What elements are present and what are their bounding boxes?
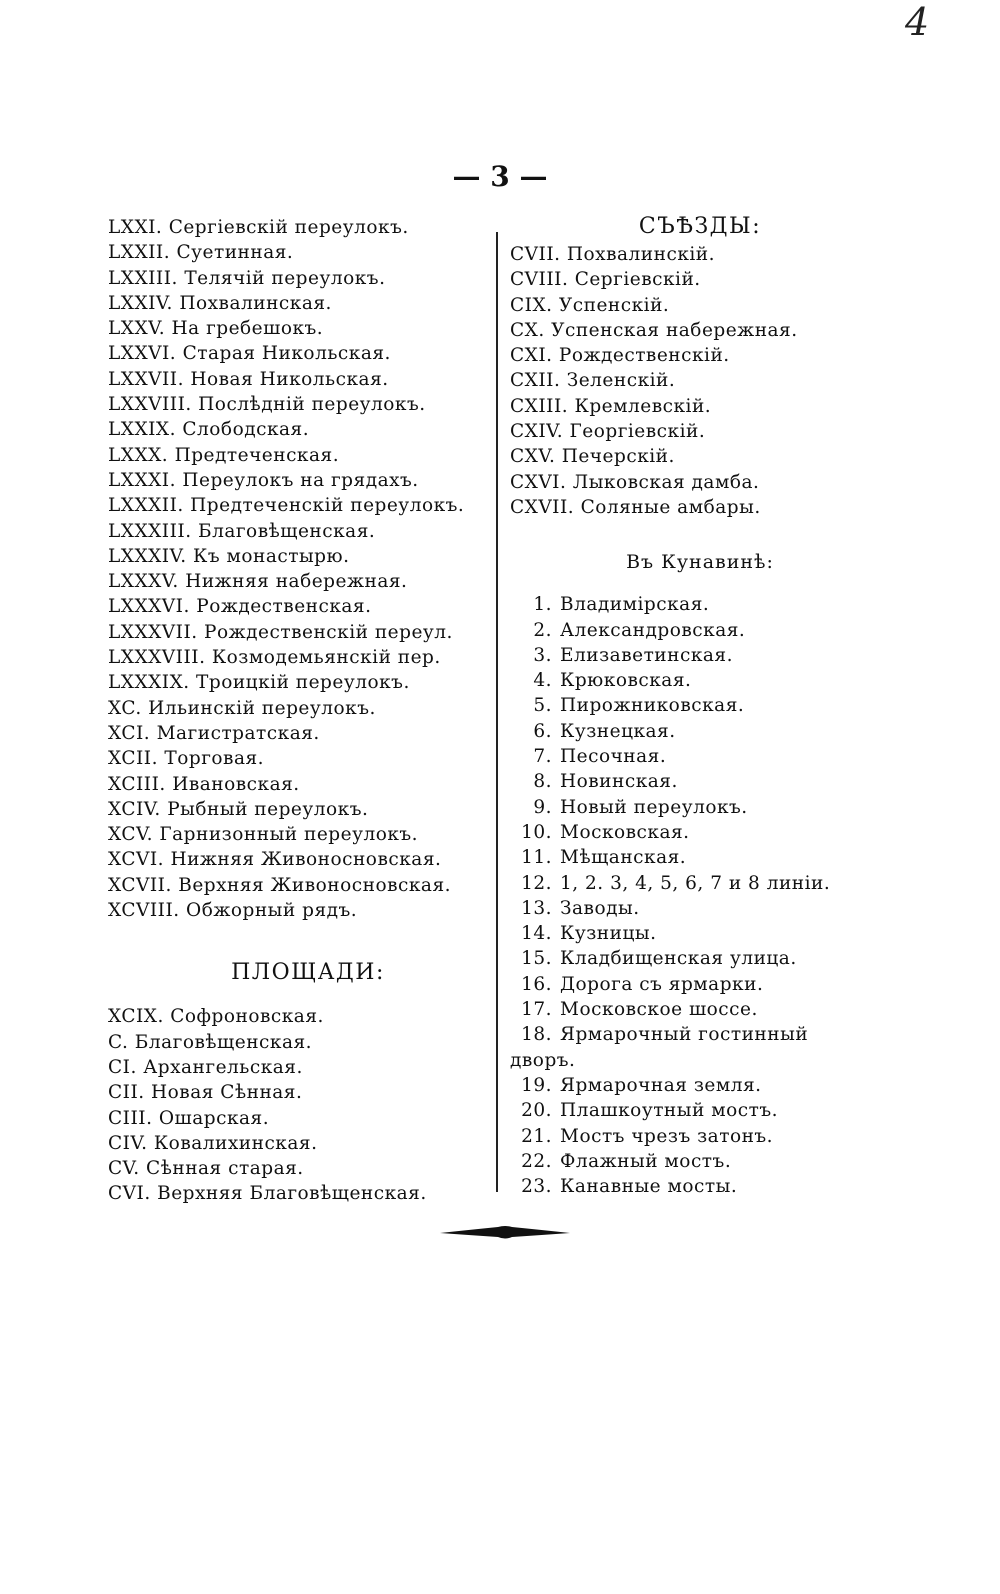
kunavino-entry-name: Ярмарочный гостинный [560,1024,809,1046]
kunavino-entry-number: 1. [533,594,552,616]
kunavino-entry-name: Московская. [560,821,690,843]
square-entry [108,1181,488,1206]
street-entry-number: LXXI. [108,217,163,238]
kunavino-entry [510,946,890,971]
descent-entry-number: CXII. [510,370,561,392]
street-entry-name: Обжорный рядъ. [179,900,358,922]
kunavino-heading: Въ Кунавинѣ: [626,551,774,574]
kunavino-entry-name: Дорога съ ярмарки. [560,973,764,995]
street-entry-name: Ильинскій переулокъ. [141,697,376,719]
kunavino-entry [510,693,890,718]
street-entry-name: Телячій переулокъ. [177,267,386,289]
kunavino-entry-name: Кузницы. [560,923,657,945]
kunavino-entry-number: 20. [521,1100,552,1122]
street-entry [108,696,488,721]
descent-entry [510,419,890,444]
kunavino-entry-name: Пирожниковская. [560,695,745,717]
street-entry [108,266,488,291]
street-entry-name: Магистратская. [150,722,320,744]
street-entry-name: Суетинная. [170,242,294,264]
descent-entry-number: CXIII. [510,395,569,417]
street-entry-name: Послѣдній переулокъ. [191,394,426,416]
street-entry-number: XCVI. [108,849,165,871]
descent-entry-name: Соляные амбары. [574,496,761,518]
street-entry-name: Рыбный переулокъ. [160,798,369,820]
descent-entry-name: Кремлевскій. [568,395,712,417]
square-entry-name: Верхняя Благовѣщенская. [150,1183,427,1205]
kunavino-entry [510,1174,890,1199]
square-entry-name: Софроновская. [163,1006,324,1028]
street-entry-number: XCI. [108,722,151,744]
kunavino-entry [510,820,890,845]
descent-entry [510,293,890,318]
descent-entry-number: CXIV. [510,421,564,443]
descent-entry-name: Зеленскій. [560,370,676,392]
descents-heading: СЪѢЗДЫ: [638,214,762,239]
street-entry-number: XCII. [108,748,158,770]
descent-entry-name: Печерскій. [555,446,675,468]
street-entry-name: Рождественскій переул. [197,621,453,643]
street-entry [108,797,488,822]
descent-entry [510,444,890,469]
kunavino-entry [510,668,890,693]
street-entry [108,898,488,923]
square-entry [108,1004,488,1029]
kunavino-entry [510,618,890,643]
squares-list [108,1004,488,1206]
street-entry-number: LXXXV. [108,571,179,593]
page-number: — 3 — [452,160,548,193]
square-entry [108,1156,488,1181]
descent-entry [510,343,890,368]
descent-entry-number: CXI. [510,345,553,367]
street-entry-number: LXXVII. [108,368,184,390]
square-entry-number: CV. [108,1158,140,1180]
street-entry [108,367,488,392]
street-entry-number: LXXXVI. [108,596,190,618]
street-entry-number: XCVII. [108,874,172,896]
kunavino-entry-name: Александровская. [560,619,746,641]
street-entry-number: LXXXI. [108,469,176,491]
kunavino-entry [510,1073,890,1098]
street-entry [108,443,488,468]
street-entry-name: Старая Никольская. [176,343,391,365]
street-entry [108,594,488,619]
kunavino-entry-name: Мостъ чрезъ затонъ. [560,1125,774,1147]
kunavino-list [510,592,890,1199]
kunavino-entry-continuation: дворъ. [510,1049,576,1071]
kunavino-entry-number: 19. [521,1074,552,1096]
street-entry-number: LXXXIII. [108,520,192,542]
square-entry [108,1131,488,1156]
street-entry [108,493,488,518]
end-ornament [438,1224,572,1242]
descent-entry-number: CVII. [510,244,561,265]
street-entry [108,519,488,544]
street-entry-name: Нижняя Живоносновская. [164,849,442,871]
street-entry [108,670,488,695]
kunavino-entry [510,921,890,946]
street-entry-number: LXXXIV. [108,545,187,567]
kunavino-entry-number: 8. [533,771,552,793]
street-entry-name: Верхняя Живоносновская. [171,874,451,896]
kunavino-entry-number: 14. [521,923,552,945]
square-entry [108,1106,488,1131]
descent-entry-number: CXVI. [510,471,567,493]
street-entry-number: LXXV. [108,318,166,340]
square-entry [108,1055,488,1080]
right-column [510,212,890,1199]
descent-entry [510,242,890,267]
square-entry-number: CII. [108,1082,145,1104]
street-entry [108,721,488,746]
kunavino-entry-name: Владимірская. [560,594,710,616]
kunavino-entry-name: Мѣщанская. [560,847,687,869]
street-entry [108,822,488,847]
kunavino-entry [510,744,890,769]
kunavino-entry [510,871,890,896]
street-entry-number: XCIII. [108,773,166,795]
street-entry-number: LXXVIII. [108,394,192,416]
kunavino-entry-name: 1, 2. 3, 4, 5, 6, 7 и 8 линіи. [560,872,831,894]
descent-entry [510,368,890,393]
street-entry-name: Переулокъ на грядахъ. [176,469,419,491]
kunavino-entry [510,1098,890,1123]
kunavino-entry [510,795,890,820]
column-divider [496,232,498,1192]
street-entry-name: Похвалинская. [172,292,332,314]
street-entry [108,873,488,898]
kunavino-entry [510,769,890,794]
street-entry-name: Слободская. [176,419,310,441]
street-entry-name: Благовѣщенская. [191,520,376,542]
descent-entry-number: CX. [510,319,545,341]
square-entry-number: CI. [108,1056,137,1078]
street-entry [108,417,488,442]
descent-entry-name: Сергіевскій. [568,269,701,291]
descent-entry [510,495,890,520]
descents-list [510,242,890,520]
kunavino-entry-name: Канавные мосты. [560,1176,738,1198]
street-entry [108,240,488,265]
kunavino-entry [510,1124,890,1149]
street-entry-number: LXXII. [108,242,171,264]
street-entry-number: LXXX. [108,444,169,466]
street-entry [108,544,488,569]
kunavino-entry-name: Кузнецкая. [560,720,676,742]
street-entry [108,215,488,240]
kunavino-entry-number: 5. [533,695,552,717]
street-entry-number: XC. [108,697,142,719]
kunavino-entry-number: 12. [521,872,552,894]
kunavino-entry-name: Московское шоссе. [560,999,758,1021]
street-entry [108,620,488,645]
kunavino-entry-number: 23. [521,1176,552,1198]
descent-entry-number: CIX. [510,294,553,316]
street-entry-number: LXXXII. [108,495,184,517]
kunavino-entry-number: 21. [521,1125,552,1147]
descent-entry [510,470,890,495]
descent-entry-name: Похвалинскій. [560,244,716,265]
kunavino-entry-name: Заводы. [560,897,640,919]
descent-entry-number: CXVII. [510,496,575,518]
street-entry [108,341,488,366]
square-entry-name: Новая Сѣнная. [144,1082,303,1104]
kunavino-entry [510,845,890,870]
street-entry-name: Нижняя набережная. [178,571,408,593]
street-entry-number: XCIV. [108,798,161,820]
street-entry [108,569,488,594]
kunavino-entry-number: 11. [521,847,552,869]
left-column [108,215,488,1207]
kunavino-entry [510,896,890,921]
street-entry-name: Предтеченскій переулокъ. [183,495,465,517]
square-entry-number: XCIX. [108,1006,164,1028]
squares-heading: ПЛОЩАДИ: [231,960,385,986]
kunavino-entry [510,643,890,668]
kunavino-entry-name: Плашкоутный мостъ. [560,1100,778,1122]
descent-entry [510,267,890,292]
descent-entry-name: Лыковская дамба. [566,471,760,493]
street-entry-number: LXXVI. [108,343,177,365]
street-entry-name: Ивановская. [165,773,300,795]
street-entry [108,291,488,316]
descent-entry-name: Успенская набережная. [544,319,798,341]
street-entry-name: Козмодемьянскій пер. [205,647,441,669]
street-entry-number: XCV. [108,824,154,846]
square-entry-name: Благовѣщенская. [128,1031,313,1053]
descent-entry-name: Георгіевскій. [563,421,706,443]
street-entry-name: Къ монастырю. [186,545,350,567]
street-entry-name: Рождественская. [189,596,372,618]
street-entry [108,746,488,771]
street-entry-name: Сергіевскій переулокъ. [162,217,409,238]
kunavino-entry-name: Крюковская. [560,670,692,692]
square-entry-name: Архангельская. [136,1056,303,1078]
descent-entry [510,318,890,343]
kunavino-entry-number: 15. [521,948,552,970]
kunavino-entry [510,997,890,1022]
kunavino-entry-name: Елизаветинская. [560,644,733,666]
kunavino-entry [510,592,890,617]
square-entry-number: C. [108,1031,129,1053]
street-entry [108,316,488,341]
street-entry [108,468,488,493]
kunavino-entry-number: 13. [521,897,552,919]
street-entry-name: Гарнизонный переулокъ. [153,824,419,846]
kunavino-entry [510,972,890,997]
street-entry-name: Новая Никольская. [183,368,389,390]
street-entry-name: Предтеченская. [168,444,340,466]
square-entry-number: CVI. [108,1183,151,1205]
descent-entry-name: Успенскій. [552,294,670,316]
kunavino-entry [510,719,890,744]
kunavino-entry-number: 22. [521,1150,552,1172]
street-entry [108,847,488,872]
kunavino-entry-number: 18. [521,1024,552,1046]
square-entry-number: CIII. [108,1107,153,1129]
streets-list [108,215,488,923]
descent-entry [510,394,890,419]
kunavino-entry [510,1022,890,1047]
kunavino-entry-name: Кладбищенская улица. [560,948,797,970]
kunavino-entry-number: 6. [533,720,552,742]
kunavino-entry [510,1149,890,1174]
square-entry-number: CIV. [108,1132,148,1154]
kunavino-entry-name: Новинская. [560,771,678,793]
kunavino-entry-number: 17. [521,999,552,1021]
square-entry-name: Ковалихинская. [147,1132,318,1154]
folio-number: 4 [905,0,930,44]
kunavino-entry-number: 10. [521,821,552,843]
street-entry-number: XCVIII. [108,900,180,922]
street-entry-number: LXXIII. [108,267,178,289]
street-entry [108,645,488,670]
street-entry-number: LXXXVIII. [108,647,206,669]
kunavino-entry-name: Новый переулокъ. [560,796,748,818]
descent-entry-name: Рождественскій. [552,345,730,367]
street-entry [108,772,488,797]
square-entry-name: Сѣнная старая. [139,1158,304,1180]
street-entry-name: Торговая. [158,748,265,770]
kunavino-entry-number: 4. [533,670,552,692]
kunavino-entry-number: 2. [533,619,552,641]
square-entry [108,1030,488,1055]
kunavino-entry-number: 3. [533,644,552,666]
kunavino-entry-name: Флажный мостъ. [560,1150,732,1172]
square-entry-name: Ошарская. [152,1107,270,1129]
street-entry-number: LXXXVII. [108,621,198,643]
street-entry [108,392,488,417]
kunavino-entry-number: 9. [533,796,552,818]
descent-entry-number: CXV. [510,446,556,468]
kunavino-entry-name: Песочная. [560,746,667,768]
square-entry [108,1080,488,1105]
street-entry-number: LXXIV. [108,292,173,314]
kunavino-entry-number: 16. [521,973,552,995]
kunavino-entry-number: 7. [533,746,552,768]
kunavino-entry-name: Ярмарочная земля. [560,1074,762,1096]
street-entry-number: LXXIX. [108,419,176,441]
descent-entry-number: CVIII. [510,269,569,291]
street-entry-number: LXXXIX. [108,672,190,694]
street-entry-name: Троицкій переулокъ. [189,672,410,694]
street-entry-name: На гребешокъ. [165,318,324,340]
